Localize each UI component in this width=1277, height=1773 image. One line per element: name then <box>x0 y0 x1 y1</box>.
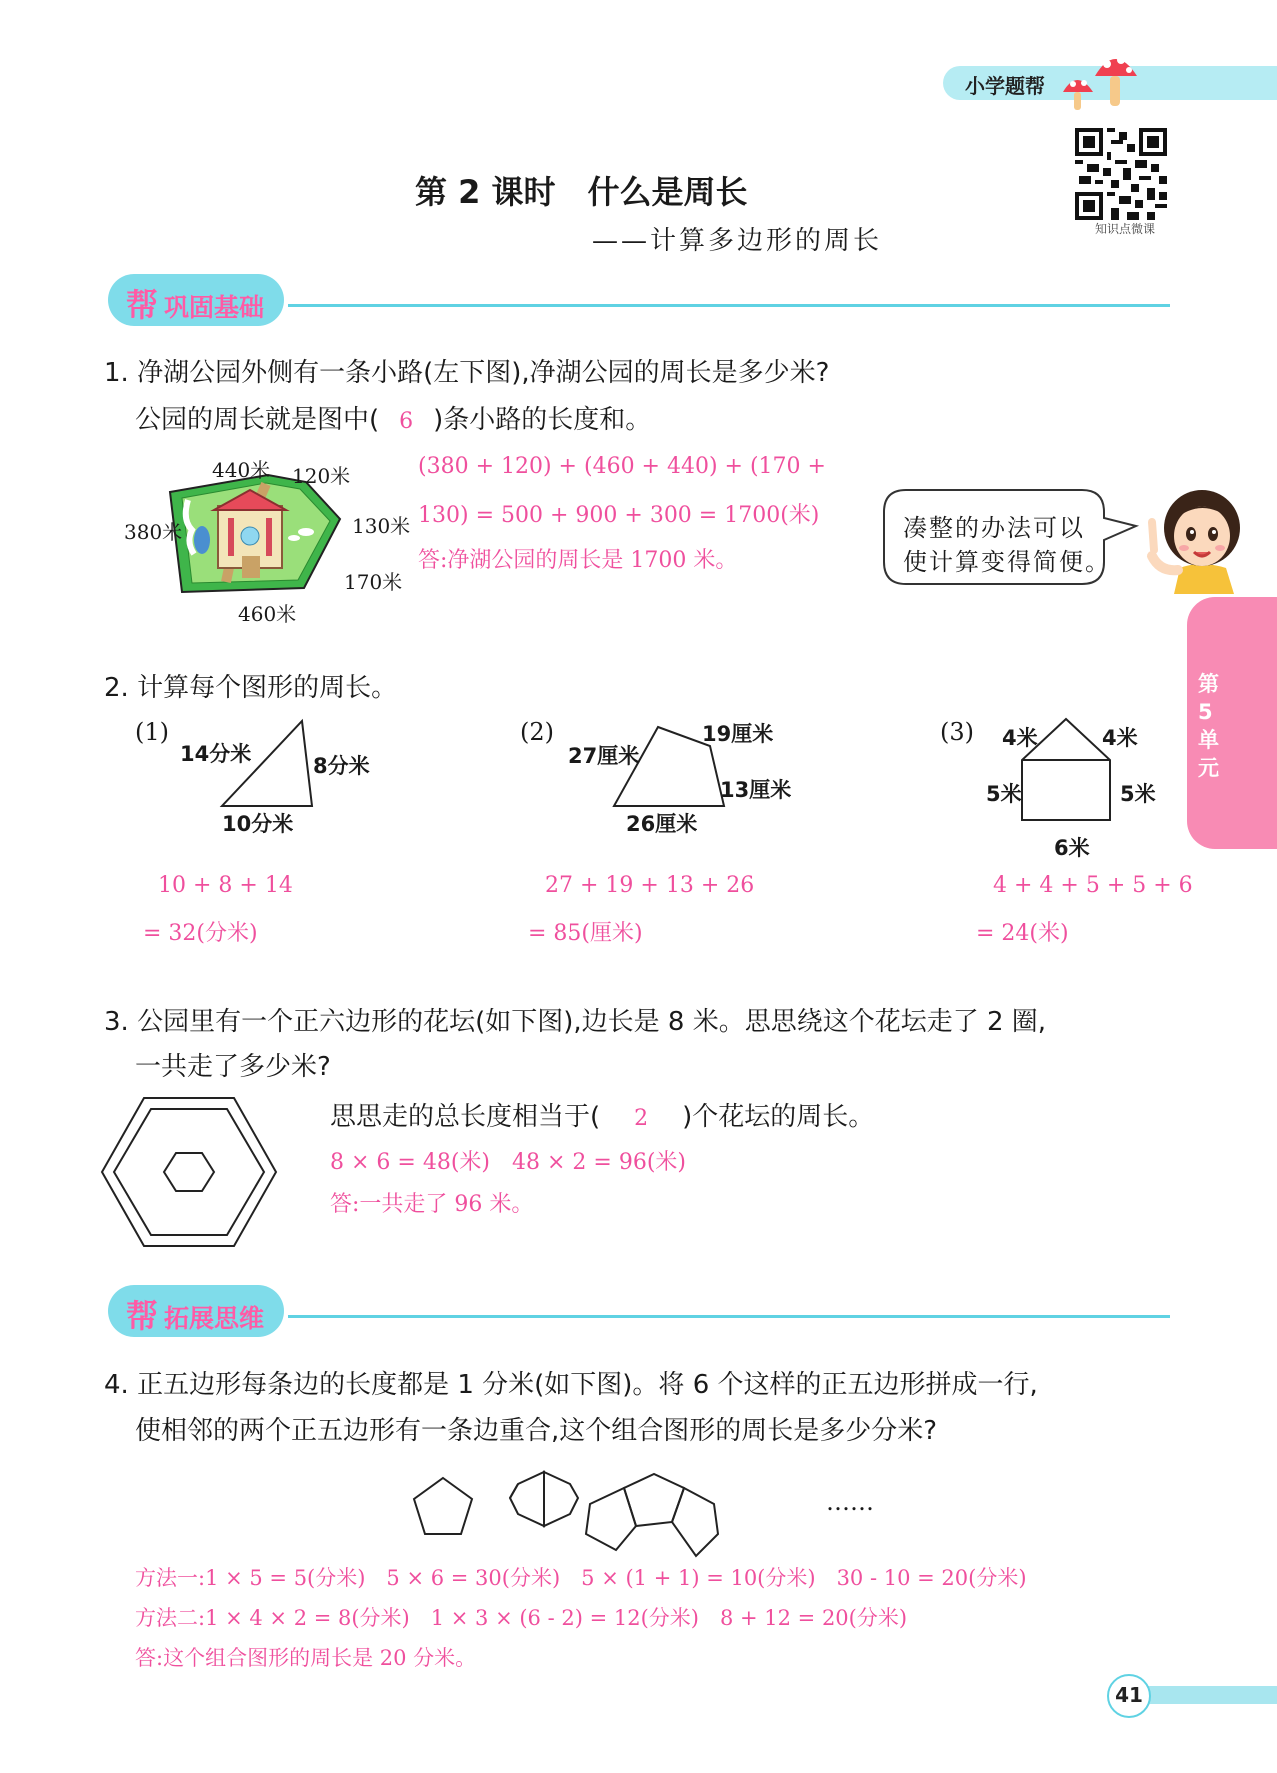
q4-text-line-2: 使相邻的两个正五边形有一条边重合,这个组合图形的周长是多少分米? <box>135 1416 938 1446</box>
q1-side-label-left: 380米 <box>124 520 183 544</box>
q1-side-label-right-upper: 130米 <box>352 514 411 538</box>
qr-caption: 知识点微课 <box>1094 222 1155 236</box>
q2-fig1-answer-2: = 32(分米) <box>143 921 258 946</box>
section-title-extend: 拓展思维 <box>164 1304 265 1333</box>
q4-answer-method-1: 方法一:1 × 5 = 5(分米) 5 × 6 = 30(分米) 5 × (1 + 1) = 10(分米) 30 - 10 = 20(分米) <box>135 1566 1027 1590</box>
section-badge-basic-mark: 帮 <box>126 286 159 324</box>
q1-side-label-bottom: 460米 <box>238 602 297 626</box>
q3-fill-answer: 2 <box>634 1106 649 1131</box>
section-divider-extend <box>288 1315 1170 1318</box>
q2-fig3-label-roof-right: 4米 <box>1102 726 1138 750</box>
hexagon-flowerbed-figure <box>100 1095 278 1249</box>
q2-fig2-label-right: 13厘米 <box>720 778 792 802</box>
q2-fig2-label-bottom: 26厘米 <box>626 812 698 836</box>
q2-fig1-label-hyp: 14分米 <box>180 742 252 766</box>
q4-answer-conclusion: 答:这个组合图形的周长是 20 分米。 <box>135 1646 477 1670</box>
section-divider-basic <box>288 304 1170 307</box>
page-subtitle: ——计算多边形的周长 <box>592 226 883 256</box>
unit-side-tab-label: 第5单元 <box>1198 672 1219 780</box>
q3-answer-line-1: 8 × 6 = 48(米) 48 × 2 = 96(米) <box>330 1150 686 1175</box>
q4-ellipsis: …… <box>826 1488 874 1516</box>
q2-fig2-answer-2: = 85(厘米) <box>528 921 643 946</box>
q1-fill-post: )条小路的长度和。 <box>433 405 652 435</box>
q1-side-label-top-left: 440米 <box>212 458 271 482</box>
q2-fig3-label-roof-left: 4米 <box>1002 726 1038 750</box>
q2-fig1-label-right: 8分米 <box>313 754 370 778</box>
q3-fill-pre: 思思走的总长度相当于( <box>330 1102 601 1132</box>
q2-fig2-answer-1: 27 + 19 + 13 + 26 <box>545 873 755 898</box>
q1-text: 1. 净湖公园外侧有一条小路(左下图),净湖公园的周长是多少米? <box>104 358 830 388</box>
q2-fig3-label-wall-right: 5米 <box>1120 782 1156 806</box>
q2-fig2-label-top: 19厘米 <box>702 722 774 746</box>
q2-fig2-label-left: 27厘米 <box>568 744 640 768</box>
q4-answer-method-2: 方法二:1 × 4 × 2 = 8(分米) 1 × 3 × (6 - 2) = 12(分米) 8 + 12 = 20(分米) <box>135 1606 908 1630</box>
q3-fill <box>330 1100 874 1136</box>
page-title: 第 2 课时 什么是周长 <box>415 173 748 211</box>
q2-fig3-label-base: 6米 <box>1054 836 1090 860</box>
header-brand: 小学题帮 <box>965 74 1045 98</box>
q2-fig1-label-bottom: 10分米 <box>222 812 294 836</box>
page-number: 41 <box>1115 1683 1143 1707</box>
q2-fig3-label-wall-left: 5米 <box>986 782 1022 806</box>
q3-text-line-2: 一共走了多少米? <box>135 1052 331 1082</box>
pentagon-sequence-figure <box>410 1464 830 1570</box>
bubble-line-1: 凑整的办法可以 <box>903 514 1085 542</box>
q1-side-label-right-lower: 170米 <box>344 570 403 594</box>
q1-answer-line-1: (380 + 120) + (460 + 440) + (170 + <box>418 454 826 479</box>
q1-fill-answer: 6 <box>399 409 414 434</box>
q1-fill-pre: 公园的周长就是图中( <box>135 405 380 435</box>
bubble-line-2: 使计算变得简便。 <box>903 548 1111 576</box>
section-badge-extend-mark: 帮 <box>126 1297 159 1335</box>
q3-fill-post: )个花坛的周长。 <box>682 1102 875 1132</box>
q1-answer-line-3: 答:净湖公园的周长是 1700 米。 <box>418 548 738 573</box>
q2-fig3-answer-1: 4 + 4 + 5 + 5 + 6 <box>993 873 1193 898</box>
q1-side-label-top-right: 120米 <box>292 464 351 488</box>
q2-fig1-number: (1) <box>135 718 169 746</box>
q2-fig3-number: (3) <box>940 718 974 746</box>
section-title-basic: 巩固基础 <box>164 293 265 322</box>
q3-text-line-1: 3. 公园里有一个正六边形的花坛(如下图),边长是 8 米。思思绕这个花坛走了 2 圈, <box>104 1007 1047 1037</box>
q3-answer-line-2: 答:一共走了 96 米。 <box>330 1192 534 1217</box>
q2-fig3-answer-2: = 24(米) <box>976 921 1069 946</box>
qr-code-icon <box>1075 128 1167 220</box>
q2-fig2-number: (2) <box>520 718 554 746</box>
q2-text: 2. 计算每个图形的周长。 <box>104 673 398 703</box>
mushroom-icon <box>1055 46 1145 114</box>
q1-fill <box>135 403 651 439</box>
q2-fig1-answer-1: 10 + 8 + 14 <box>158 873 293 898</box>
q1-answer-line-2: 130) = 500 + 900 + 300 = 1700(米) <box>418 503 820 528</box>
q4-text-line-1: 4. 正五边形每条边的长度都是 1 分米(如下图)。将 6 个这样的正五边形拼成一行, <box>104 1370 1038 1400</box>
girl-character-illustration <box>1140 476 1260 594</box>
